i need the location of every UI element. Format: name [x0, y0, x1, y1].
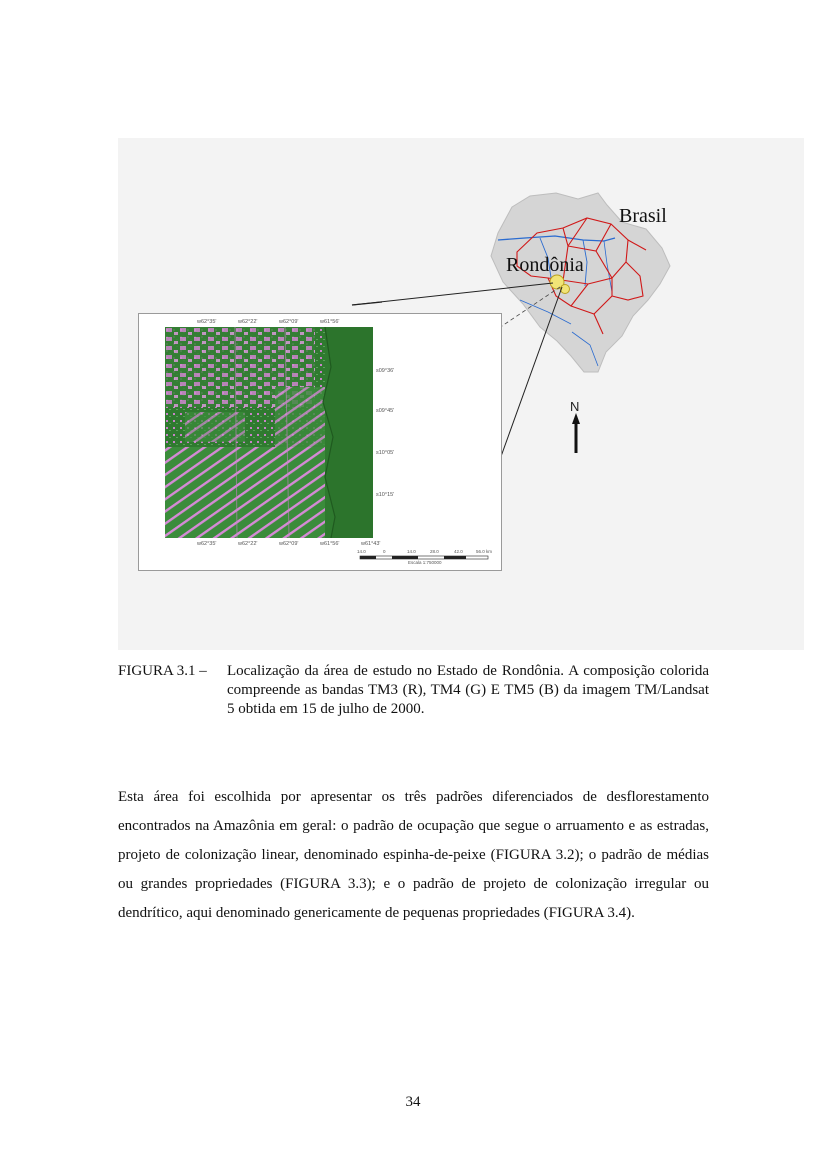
inset-tick-right: s10°05' — [376, 450, 395, 456]
study-area-marker — [561, 285, 570, 294]
scale-bar — [356, 548, 496, 568]
leader-line — [352, 302, 382, 305]
inset-tick-right: s10°15' — [376, 492, 395, 498]
inset-tick-top: w62°22' — [238, 319, 258, 325]
satellite-image — [165, 327, 373, 538]
north-label: N — [570, 399, 580, 414]
inset-tick-bottom: w62°09' — [279, 541, 299, 547]
inset-tick-bottom: w61°43' — [361, 541, 381, 547]
figure-label: FIGURA 3.1 – — [118, 663, 207, 679]
page-number: 34 — [405, 1094, 421, 1110]
rondonia-label: Rondônia — [506, 254, 584, 276]
inset-tick-bottom: w62°35' — [197, 541, 217, 547]
scale-label: 28.0 — [430, 549, 439, 554]
body-paragraph: Esta área foi escolhida por apresentar os três padrões diferenciados de desflorestamento encontrados na Amazônia em geral: o padrão de ocupação que segue o arruamento e as estradas, projeto de colonização linear, denominado espinha-de-peixe (FIGURA 3.2); o padrão de médias ou grandes propriedades (FIGURA 3.3); e o padrão de projeto de colonização irregular ou dendrítico, aqui denominado genericamente de pequenas propriedades (FIGURA 3.4). — [118, 789, 709, 921]
scale-label: 14.0 — [407, 549, 416, 554]
inset-tick-top: w61°56' — [320, 319, 340, 325]
scale-label: 56.0 km — [476, 549, 493, 554]
inset-tick-bottom: w62°22' — [238, 541, 258, 547]
inset-tick-top: w62°35' — [197, 319, 217, 325]
scale-label: 0 — [383, 549, 386, 554]
brasil-label: Brasil — [619, 205, 667, 227]
figure-caption — [118, 662, 709, 719]
scale-label: 42.0 — [454, 549, 463, 554]
inset-tick-top: w62°09' — [279, 319, 299, 325]
satellite-composite — [165, 327, 373, 538]
north-arrow-icon — [572, 413, 580, 453]
inset-tick-bottom: w61°56' — [320, 541, 340, 547]
inset-tick-right: s09°36' — [376, 368, 395, 374]
scale-label: 14.0 — [357, 549, 366, 554]
scale-caption: Escala 1:750000 — [408, 560, 442, 565]
inset-tick-right: s09°45' — [376, 408, 395, 414]
caption-text: Localização da área de estudo no Estado de Rondônia. A composição colorida compreende as bandas TM3 (R), TM4 (G) E TM5 (B) da imagem TM/Landsat 5 obtida em 15 de julho de 2000. — [227, 663, 709, 717]
